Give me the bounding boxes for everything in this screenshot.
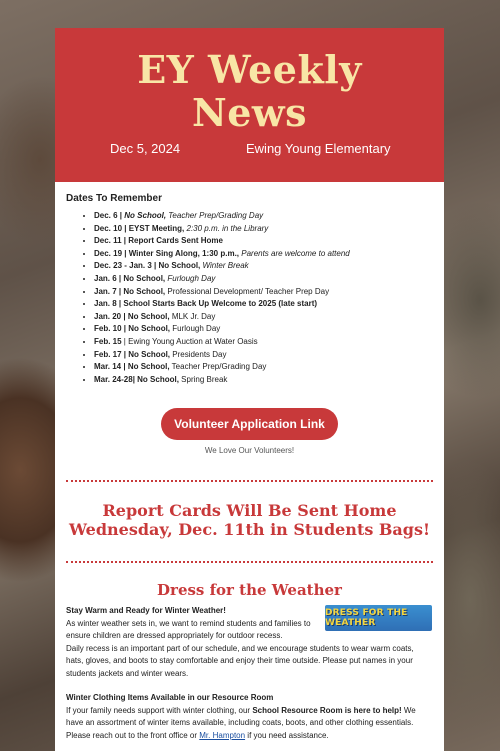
date-item-detail: Parents are welcome to attend [239, 248, 350, 258]
date-item-detail: Furlough Day [170, 324, 221, 334]
dress-weather-image-text: DRESS FOR THE WEATHER [325, 608, 408, 629]
date-item-detail: | Ewing Young Auction at Water Oasis [121, 336, 258, 346]
date-item-bold: Dec. 23 - Jan. 3 | No School, [94, 261, 201, 271]
dates-title: Dates To Remember [66, 193, 162, 204]
mr-hampton-link[interactable]: Mr. Hampton [199, 730, 246, 740]
date-item-detail: Winter Break [200, 261, 249, 271]
date-item [94, 286, 433, 299]
date-item-bold: Dec. 10 | EYST Meeting, [94, 223, 185, 233]
resource-text-b: We have an assortment of winter items available, including coats, boots, and other clothing essentials. Please reach out to the front office or [66, 705, 416, 740]
date-item [94, 298, 433, 311]
date-item-bold: Feb. 17 | No School, [94, 349, 171, 359]
dress-weather-section [55, 605, 444, 742]
dates-section [55, 193, 444, 386]
date-item-detail: Presidents Day [170, 349, 227, 359]
date-item-bold: Mar. 24-28| No School, [94, 374, 179, 384]
date-item [94, 361, 433, 374]
dotted-divider [66, 561, 433, 563]
title-line-1: EY Weekly [137, 47, 362, 92]
resource-text-bold: School Resource Room is here to help! [252, 705, 402, 715]
dress-weather-heading: Dress for the Weather [157, 581, 342, 600]
dress-paragraph-2: Daily recess is an important part of our schedule, and we encourage students to wear warm coats, hats, gloves, and boots to stay comfortable and enjoy their time outside. Please put names in your students jackets and winter wears. [66, 643, 414, 678]
date-item-bold-italic: No School, [124, 211, 167, 220]
resource-text-c: if you need assistance. [245, 730, 329, 740]
date-item-detail: Teacher Prep/Grading Day [169, 362, 267, 372]
date-item [94, 374, 433, 387]
header-banner [55, 28, 444, 182]
report-line-1: Report Cards Will Be Sent Home [102, 501, 397, 521]
resource-text-a: If your family needs support with winter clothing, our [66, 705, 253, 715]
date-item-detail: Spring Break [178, 374, 228, 384]
volunteer-application-button[interactable]: Volunteer Application Link [161, 408, 338, 440]
date-item-bold: Dec. 19 | Winter Sing Along, 1:30 p.m., [94, 248, 240, 258]
dress-weather-image [325, 605, 432, 631]
date-item-bold: Feb. 10 | No School, [94, 324, 171, 334]
date-item-detail: MLK Jr. Day [169, 311, 216, 321]
date-item-bold: Dec. 6 | [94, 211, 125, 220]
report-line-2: Wednesday, Dec. 11th in Students Bags! [68, 520, 431, 540]
newsletter-title [55, 28, 444, 134]
date-item [94, 248, 433, 261]
newsletter-card [55, 28, 444, 751]
volunteer-section [55, 408, 444, 455]
date-item-detail: Teacher Prep/Grading Day [166, 211, 264, 220]
date-item-bold: Jan. 7 | No School, [94, 286, 166, 296]
date-item-bold: Feb. 15 [94, 336, 122, 346]
resource-room-subtitle: Winter Clothing Items Available in our Resource Room [66, 693, 274, 703]
date-item-detail: Furlough Day [165, 273, 216, 283]
resource-room-paragraph [66, 705, 433, 743]
issue-date: Dec 5, 2024 [110, 141, 181, 156]
volunteer-note: We Love Our Volunteers! [204, 446, 295, 456]
school-name: Ewing Young Elementary [246, 141, 391, 156]
date-item [94, 210, 433, 223]
date-item-bold: Jan. 8 | School Starts Back Up Welcome to 2025 (late start) [94, 299, 318, 309]
title-line-2: News [191, 90, 308, 135]
date-item [94, 336, 433, 349]
date-item-bold: Dec. 11 | Report Cards Sent Home [94, 236, 223, 246]
report-cards-heading [55, 501, 444, 539]
date-item [94, 235, 433, 248]
date-item [94, 349, 433, 362]
dotted-divider [66, 480, 433, 482]
date-item [94, 311, 433, 324]
date-item [94, 323, 433, 336]
dress-subtitle: Stay Warm and Ready for Winter Weather! [66, 606, 226, 616]
date-item-bold: Mar. 14 | No School, [94, 362, 170, 372]
date-item [94, 223, 433, 236]
date-item-detail: 2:30 p.m. in the Library [184, 223, 269, 233]
dates-list [66, 210, 433, 386]
date-item-detail: Professional Development/ Teacher Prep Day [165, 286, 330, 296]
date-item [94, 260, 433, 273]
dress-paragraph-1: As winter weather sets in, we want to remind students and families to ensure children are dressed appropriately for outdoor recess. [66, 618, 311, 641]
date-item-bold: Jan. 6 | No School, [94, 273, 166, 283]
date-item [94, 273, 433, 286]
date-item-bold: Jan. 20 | No School, [94, 311, 170, 321]
